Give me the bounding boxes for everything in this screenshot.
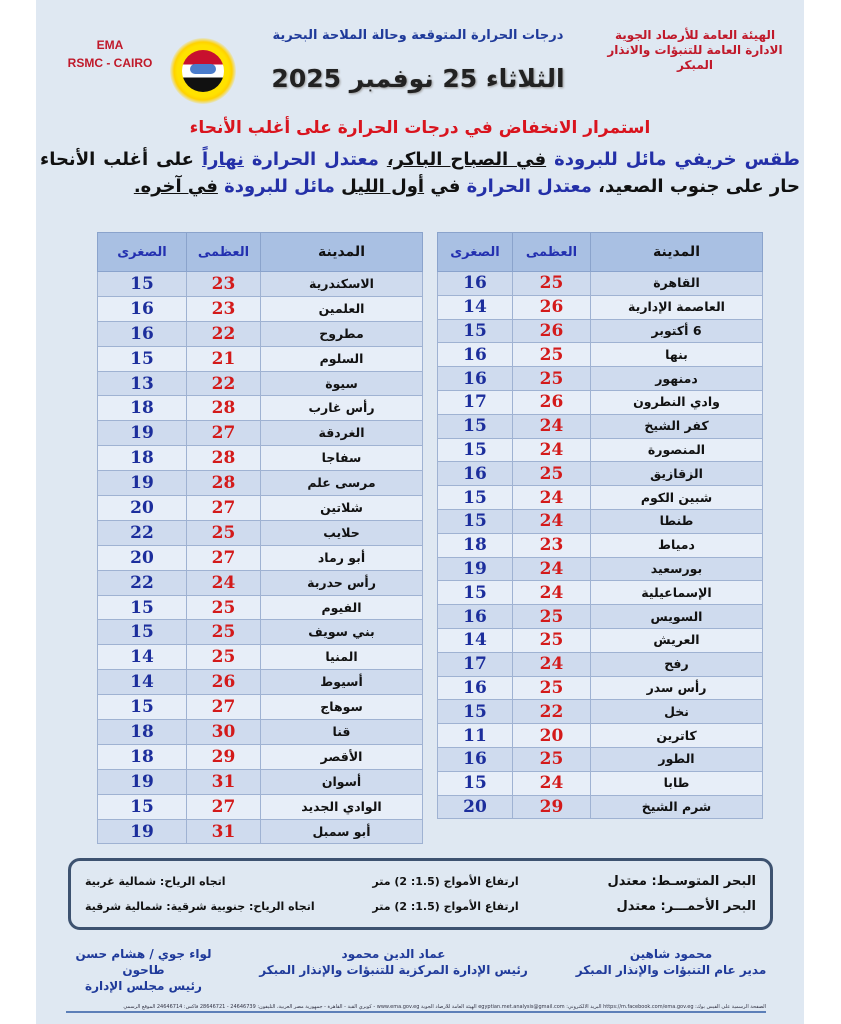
city-cell: الوادي الجديد bbox=[261, 794, 423, 819]
table-row bbox=[98, 321, 423, 346]
table-row bbox=[438, 390, 763, 414]
city-cell: أبو سمبل bbox=[261, 819, 423, 844]
table-row bbox=[438, 533, 763, 557]
min-temp-cell: 18 bbox=[98, 720, 187, 745]
max-temp-cell: 28 bbox=[187, 471, 261, 496]
min-temp-cell: 15 bbox=[438, 438, 513, 462]
max-temp-cell: 22 bbox=[187, 321, 261, 346]
max-temp-cell: 24 bbox=[513, 581, 591, 605]
table-row bbox=[98, 595, 423, 620]
max-temp-cell: 25 bbox=[513, 628, 591, 652]
min-temp-cell: 19 bbox=[98, 471, 187, 496]
max-temp-cell: 24 bbox=[513, 414, 591, 438]
city-cell: الإسماعيلية bbox=[591, 581, 763, 605]
max-temp-cell: 24 bbox=[513, 486, 591, 510]
city-cell: شبين الكوم bbox=[591, 486, 763, 510]
sea-name: البحر المتوسـط: معتدل bbox=[607, 874, 756, 889]
max-temp-cell: 25 bbox=[513, 272, 591, 296]
table-row bbox=[98, 620, 423, 645]
city-cell: أبو رماد bbox=[261, 545, 423, 570]
city-cell: العريش bbox=[591, 628, 763, 652]
city-cell: وادي النطرون bbox=[591, 390, 763, 414]
temperature-table-right bbox=[437, 232, 763, 819]
max-temp-cell: 31 bbox=[187, 769, 261, 794]
min-header: الصغرى bbox=[438, 233, 513, 272]
min-temp-cell: 16 bbox=[438, 367, 513, 391]
table-row bbox=[438, 343, 763, 367]
city-cell: العاصمة الإدارية bbox=[591, 295, 763, 319]
city-cell: رأس سدر bbox=[591, 676, 763, 700]
min-temp-cell: 19 bbox=[98, 819, 187, 844]
footer-contact: الصفحة الرسمية على الفيس بوك: https://m.facebook.com/ema.gov.eg البريد الالكتروني: egyptian.met.analysis@gmail.com الهيئة العامة للأرصاد الجوية www.ema.gov.eg - كوبري القبة - القاهرة - جمهورية مصر العربية، التليفون: 24646739 - 28646721 فاكس: 24646714 الموقع الرسمي bbox=[66, 1004, 766, 1013]
city-cell: سفاجا bbox=[261, 446, 423, 471]
table-row bbox=[438, 581, 763, 605]
min-temp-cell: 19 bbox=[98, 421, 187, 446]
min-temp-cell: 14 bbox=[98, 670, 187, 695]
table-row bbox=[438, 652, 763, 676]
max-temp-cell: 24 bbox=[513, 509, 591, 533]
min-temp-cell: 14 bbox=[438, 628, 513, 652]
city-cell: السويس bbox=[591, 605, 763, 629]
city-cell: المنيا bbox=[261, 645, 423, 670]
max-temp-cell: 23 bbox=[187, 296, 261, 321]
signatures bbox=[56, 946, 786, 998]
table-row bbox=[438, 367, 763, 391]
bulletin-date: الثلاثاء 25 نوفمبر 2025 bbox=[271, 64, 565, 93]
max-temp-cell: 25 bbox=[187, 595, 261, 620]
min-temp-cell: 15 bbox=[98, 346, 187, 371]
max-header: العظمى bbox=[513, 233, 591, 272]
city-cell: رأس غارب bbox=[261, 396, 423, 421]
city-cell: قنا bbox=[261, 720, 423, 745]
table-row bbox=[438, 771, 763, 795]
org-line-1: الهيئة العامة للأرصاد الجوية bbox=[614, 28, 776, 42]
city-cell: السلوم bbox=[261, 346, 423, 371]
forecast-part: في الصباح الباكر، bbox=[386, 149, 547, 170]
sea-row-mediterranean bbox=[85, 871, 756, 893]
min-temp-cell: 16 bbox=[98, 321, 187, 346]
min-temp-cell: 16 bbox=[438, 272, 513, 296]
city-cell: شرم الشيخ bbox=[591, 795, 763, 819]
max-temp-cell: 24 bbox=[513, 557, 591, 581]
table-row bbox=[98, 769, 423, 794]
sea-row-red-sea bbox=[85, 896, 756, 918]
forecast-part: مائل للبرودة bbox=[224, 176, 335, 197]
min-temp-cell: 14 bbox=[98, 645, 187, 670]
forecast-part: في آخره. bbox=[133, 176, 218, 197]
table-row bbox=[438, 700, 763, 724]
signature-title: مدير عام التنبؤات والإنذار المبكر bbox=[575, 963, 767, 977]
signature-3 bbox=[56, 946, 231, 998]
max-temp-cell: 27 bbox=[187, 794, 261, 819]
city-cell: الزقازيق bbox=[591, 462, 763, 486]
table-row bbox=[438, 747, 763, 771]
min-temp-cell: 15 bbox=[438, 414, 513, 438]
max-temp-cell: 26 bbox=[513, 390, 591, 414]
city-cell: رفح bbox=[591, 652, 763, 676]
min-temp-cell: 15 bbox=[438, 486, 513, 510]
signature-name: محمود شاهين bbox=[629, 947, 713, 961]
min-temp-cell: 16 bbox=[98, 296, 187, 321]
table-row bbox=[438, 795, 763, 819]
min-temp-cell: 17 bbox=[438, 390, 513, 414]
min-temp-cell: 11 bbox=[438, 724, 513, 748]
max-temp-cell: 21 bbox=[187, 346, 261, 371]
table-row bbox=[438, 295, 763, 319]
signature-1 bbox=[556, 946, 786, 998]
min-temp-cell: 16 bbox=[438, 747, 513, 771]
max-temp-cell: 27 bbox=[187, 695, 261, 720]
table-row bbox=[98, 670, 423, 695]
forecast-part: نهاراً bbox=[201, 149, 244, 170]
table-row bbox=[438, 557, 763, 581]
city-cell: شلاتين bbox=[261, 496, 423, 521]
city-cell: كاترين bbox=[591, 724, 763, 748]
max-temp-cell: 28 bbox=[187, 446, 261, 471]
min-temp-cell: 15 bbox=[98, 595, 187, 620]
max-temp-cell: 29 bbox=[187, 744, 261, 769]
max-temp-cell: 26 bbox=[513, 295, 591, 319]
city-cell: الطور bbox=[591, 747, 763, 771]
min-temp-cell: 15 bbox=[438, 771, 513, 795]
city-cell: حلايب bbox=[261, 520, 423, 545]
city-cell: سيوة bbox=[261, 371, 423, 396]
table-row bbox=[438, 486, 763, 510]
max-temp-cell: 25 bbox=[513, 747, 591, 771]
min-temp-cell: 16 bbox=[438, 676, 513, 700]
min-temp-cell: 15 bbox=[98, 272, 187, 297]
city-cell: رأس حدربة bbox=[261, 570, 423, 595]
table-row bbox=[98, 421, 423, 446]
table-row bbox=[438, 272, 763, 296]
table-row bbox=[98, 471, 423, 496]
forecast-part: طقس خريفي مائل للبرودة bbox=[554, 149, 800, 170]
table-row bbox=[438, 319, 763, 343]
table-row bbox=[438, 724, 763, 748]
min-temp-cell: 15 bbox=[98, 794, 187, 819]
table-row bbox=[98, 520, 423, 545]
signature-2 bbox=[234, 946, 554, 998]
max-temp-cell: 23 bbox=[187, 272, 261, 297]
city-cell: نخل bbox=[591, 700, 763, 724]
city-cell: 6 أكتوبر bbox=[591, 319, 763, 343]
forecast-part: معتدل الحرارة bbox=[251, 149, 379, 170]
organization-name bbox=[595, 28, 795, 73]
forecast-part: في bbox=[430, 176, 461, 197]
max-temp-cell: 27 bbox=[187, 545, 261, 570]
ema-label bbox=[60, 36, 160, 72]
city-cell: مرسى علم bbox=[261, 471, 423, 496]
city-cell: المنصورة bbox=[591, 438, 763, 462]
max-temp-cell: 25 bbox=[513, 676, 591, 700]
max-temp-cell: 25 bbox=[513, 343, 591, 367]
min-temp-cell: 18 bbox=[98, 446, 187, 471]
ema-text: EMA bbox=[96, 38, 124, 52]
city-cell: بني سويف bbox=[261, 620, 423, 645]
min-temp-cell: 22 bbox=[98, 520, 187, 545]
min-temp-cell: 16 bbox=[438, 605, 513, 629]
forecast-part: أول الليل bbox=[341, 176, 425, 197]
table-row bbox=[438, 628, 763, 652]
min-temp-cell: 15 bbox=[98, 620, 187, 645]
max-temp-cell: 29 bbox=[513, 795, 591, 819]
city-cell: كفر الشيخ bbox=[591, 414, 763, 438]
city-cell: الاسكندرية bbox=[261, 272, 423, 297]
min-temp-cell: 15 bbox=[98, 695, 187, 720]
max-temp-cell: 26 bbox=[187, 670, 261, 695]
table-row bbox=[438, 605, 763, 629]
wave-height: ارتفاع الأمواج (1.5: 2) متر bbox=[372, 900, 519, 913]
wave-height: ارتفاع الأمواج (1.5: 2) متر bbox=[372, 875, 519, 888]
max-temp-cell: 27 bbox=[187, 421, 261, 446]
table-row bbox=[98, 819, 423, 844]
max-temp-cell: 24 bbox=[513, 652, 591, 676]
table-row bbox=[98, 570, 423, 595]
city-cell: أسيوط bbox=[261, 670, 423, 695]
min-temp-cell: 20 bbox=[98, 496, 187, 521]
table-row bbox=[98, 346, 423, 371]
max-temp-cell: 24 bbox=[187, 570, 261, 595]
max-temp-cell: 22 bbox=[513, 700, 591, 724]
min-temp-cell: 19 bbox=[98, 769, 187, 794]
min-temp-cell: 22 bbox=[98, 570, 187, 595]
city-cell: طابا bbox=[591, 771, 763, 795]
city-cell: الغردقة bbox=[261, 421, 423, 446]
max-temp-cell: 26 bbox=[513, 319, 591, 343]
city-cell: دمياط bbox=[591, 533, 763, 557]
forecast-part: معتدل الحرارة bbox=[466, 176, 592, 197]
city-cell: طنطا bbox=[591, 509, 763, 533]
table-row bbox=[438, 414, 763, 438]
headline: استمرار الانخفاض في درجات الحرارة على أغلب الأنحاء bbox=[189, 118, 651, 138]
max-temp-cell: 27 bbox=[187, 496, 261, 521]
table-row bbox=[98, 446, 423, 471]
min-temp-cell: 18 bbox=[438, 533, 513, 557]
signature-title: رئيس الإدارة المركزية للتنبؤات والإنذار المبكر bbox=[259, 963, 528, 977]
sea-conditions-box bbox=[68, 858, 773, 930]
table-row bbox=[98, 720, 423, 745]
table-row bbox=[98, 496, 423, 521]
table-row bbox=[98, 645, 423, 670]
city-cell: بورسعيد bbox=[591, 557, 763, 581]
city-cell: الأقصر bbox=[261, 744, 423, 769]
max-temp-cell: 25 bbox=[513, 605, 591, 629]
org-line-2: الادارة العامة للتنبؤات والانذار المبكر bbox=[607, 43, 783, 72]
signature-name: عماد الدين محمود bbox=[341, 947, 446, 961]
forecast-text bbox=[40, 146, 800, 200]
table-row bbox=[438, 509, 763, 533]
city-cell: العلمين bbox=[261, 296, 423, 321]
max-temp-cell: 25 bbox=[513, 367, 591, 391]
table-row bbox=[98, 272, 423, 297]
table-row bbox=[98, 695, 423, 720]
min-temp-cell: 13 bbox=[98, 371, 187, 396]
wind-direction: اتجاه الرياح: جنوبية شرقية: شمالية شرقية bbox=[85, 900, 315, 913]
table-row bbox=[98, 296, 423, 321]
max-temp-cell: 22 bbox=[187, 371, 261, 396]
max-temp-cell: 25 bbox=[187, 520, 261, 545]
city-cell: دمنهور bbox=[591, 367, 763, 391]
city-cell: بنها bbox=[591, 343, 763, 367]
table-row bbox=[98, 794, 423, 819]
min-temp-cell: 20 bbox=[438, 795, 513, 819]
city-cell: القاهرة bbox=[591, 272, 763, 296]
table-row bbox=[438, 676, 763, 700]
max-temp-cell: 24 bbox=[513, 438, 591, 462]
max-temp-cell: 28 bbox=[187, 396, 261, 421]
table-row bbox=[98, 396, 423, 421]
city-cell: مطروح bbox=[261, 321, 423, 346]
bulletin-subtitle: درجات الحرارة المتوقعة وحالة الملاحة البحرية bbox=[272, 28, 564, 43]
min-temp-cell: 16 bbox=[438, 462, 513, 486]
min-temp-cell: 14 bbox=[438, 295, 513, 319]
wind-direction: اتجاه الرياح: شمالية غربية bbox=[85, 875, 226, 888]
min-temp-cell: 15 bbox=[438, 319, 513, 343]
min-header: الصغرى bbox=[98, 233, 187, 272]
city-cell: الفيوم bbox=[261, 595, 423, 620]
min-temp-cell: 16 bbox=[438, 343, 513, 367]
max-temp-cell: 25 bbox=[187, 645, 261, 670]
min-temp-cell: 15 bbox=[438, 509, 513, 533]
city-cell: أسوان bbox=[261, 769, 423, 794]
signature-title: رئيس مجلس الإدارة bbox=[85, 979, 202, 993]
max-temp-cell: 30 bbox=[187, 720, 261, 745]
min-temp-cell: 15 bbox=[438, 581, 513, 605]
table-row bbox=[98, 371, 423, 396]
max-temp-cell: 25 bbox=[187, 620, 261, 645]
min-temp-cell: 20 bbox=[98, 545, 187, 570]
min-temp-cell: 15 bbox=[438, 700, 513, 724]
max-temp-cell: 20 bbox=[513, 724, 591, 748]
sea-name: البحر الأحمـــر: معتدل bbox=[616, 899, 756, 914]
max-temp-cell: 25 bbox=[513, 462, 591, 486]
max-header: العظمى bbox=[187, 233, 261, 272]
table-row bbox=[438, 438, 763, 462]
table-row bbox=[98, 744, 423, 769]
min-temp-cell: 18 bbox=[98, 396, 187, 421]
min-temp-cell: 18 bbox=[98, 744, 187, 769]
table-row bbox=[438, 462, 763, 486]
temperature-table-left bbox=[97, 232, 423, 844]
max-temp-cell: 24 bbox=[513, 771, 591, 795]
ema-logo-icon bbox=[170, 38, 236, 104]
forecast-part: على أغلب الأنحاء حار على جنوب الصعيد، bbox=[40, 149, 800, 197]
min-temp-cell: 17 bbox=[438, 652, 513, 676]
rsmc-text: RSMC - CAIRO bbox=[67, 56, 153, 70]
min-temp-cell: 19 bbox=[438, 557, 513, 581]
signature-name: لواء جوي / هشام حسن طاحون bbox=[75, 947, 212, 977]
table-row bbox=[98, 545, 423, 570]
max-temp-cell: 23 bbox=[513, 533, 591, 557]
city-cell: سوهاج bbox=[261, 695, 423, 720]
city-header: المدينة bbox=[261, 233, 423, 272]
city-header: المدينة bbox=[591, 233, 763, 272]
max-temp-cell: 31 bbox=[187, 819, 261, 844]
